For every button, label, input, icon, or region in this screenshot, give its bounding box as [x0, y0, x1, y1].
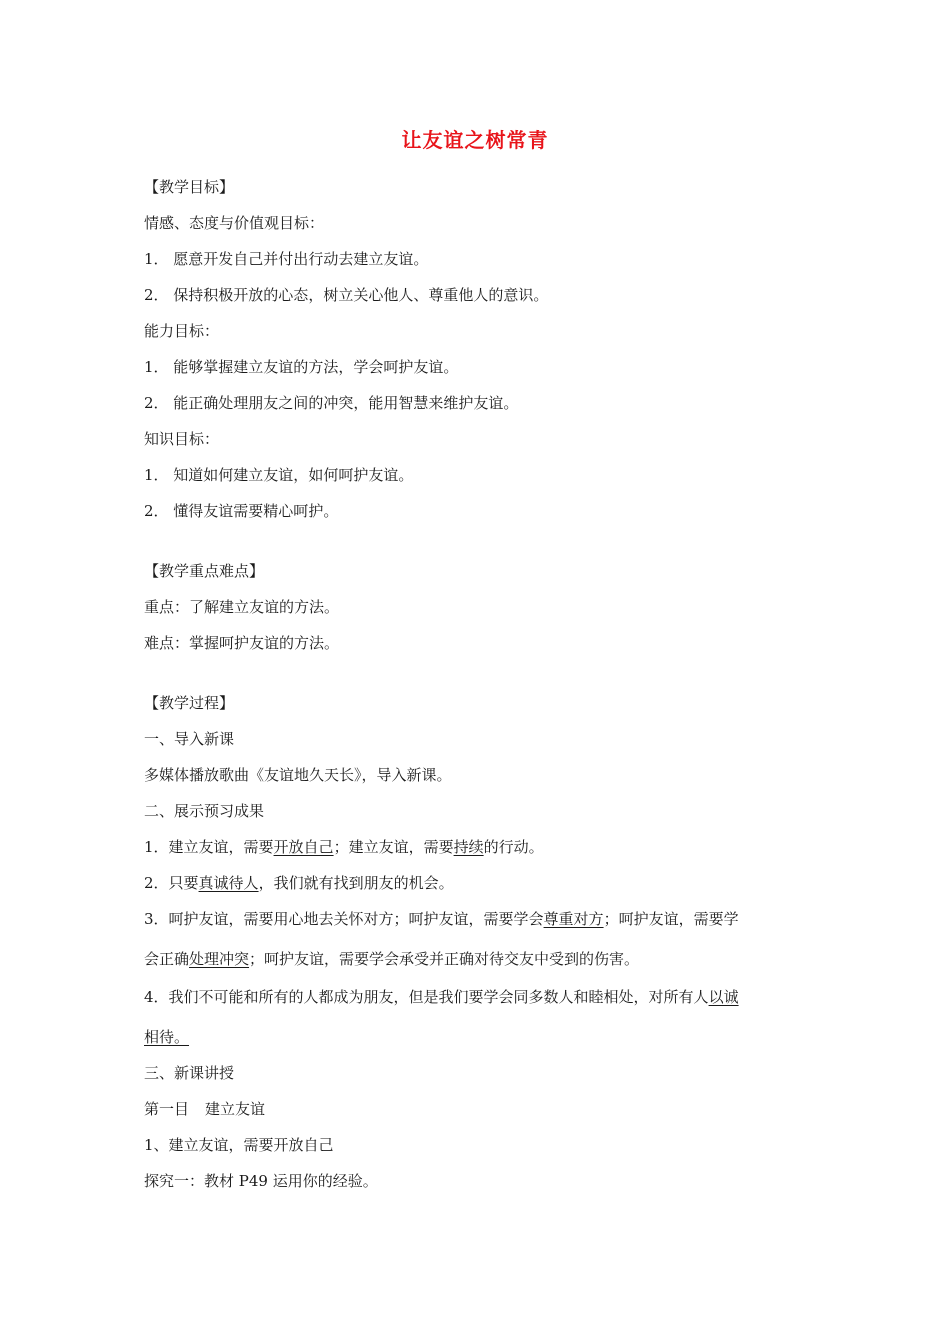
preview-text: 会正确 — [144, 950, 190, 968]
preview-text: ；呵护友谊，需要学 — [603, 910, 739, 928]
section-title — [144, 1098, 265, 1120]
preview-item-3-line-2 — [144, 948, 639, 970]
answer-blank: 处理冲突 — [189, 950, 250, 968]
preview-item-1 — [144, 836, 544, 858]
knowledge-item-1: 1． 知道如何建立友谊，如何呵护友谊。 — [144, 466, 414, 484]
preview-text: ，我们就有找到朋友的机会。 — [258, 874, 454, 892]
section-name: 建立友谊 — [205, 1100, 266, 1118]
answer-blank: 开放自己 — [273, 838, 334, 856]
objectives-heading: 【教学目标】 — [144, 178, 235, 196]
knowledge-item-2: 2． 懂得友谊需要精心呵护。 — [144, 502, 339, 520]
preview-text: 1．建立友谊，需要 — [144, 838, 274, 856]
preview-text: ；建立友谊，需要 — [333, 838, 454, 856]
explore-text: 探究一：教材 P49 运用你的经验。 — [144, 1172, 378, 1190]
preview-item-2 — [144, 872, 454, 894]
emotion-item-1: 1． 愿意开发自己并付出行动去建立友谊。 — [144, 250, 429, 268]
preview-text: 的行动。 — [483, 838, 544, 856]
lesson-title: 三、新课讲授 — [144, 1064, 235, 1082]
preview-text: ；呵护友谊，需要学会承受并正确对待交友中受到的伤害。 — [249, 950, 640, 968]
intro-text: 多媒体播放歌曲《友谊地久天长》，导入新课。 — [144, 766, 452, 784]
preview-item-4-line-2 — [144, 1026, 189, 1048]
ability-item-2: 2． 能正确处理朋友之间的冲突，能用智慧来维护友谊。 — [144, 394, 519, 412]
ability-item-1: 1． 能够掌握建立友谊的方法，学会呵护友谊。 — [144, 358, 459, 376]
answer-blank: 相待。 — [144, 1028, 190, 1046]
difficult-point: 难点：掌握呵护友谊的方法。 — [144, 634, 340, 652]
section-number: 第一目 — [144, 1100, 190, 1118]
preview-item-3-line-1 — [144, 908, 739, 930]
emotion-label: 情感、态度与价值观目标： — [144, 214, 325, 232]
preview-text: 3．呵护友谊，需要用心地去关怀对方；呵护友谊，需要学会 — [144, 910, 544, 928]
process-heading: 【教学过程】 — [144, 694, 235, 712]
key-point: 重点：了解建立友谊的方法。 — [144, 598, 340, 616]
preview-text: 4．我们不可能和所有的人都成为朋友，但是我们要学会同多数人和睦相处，对所有人 — [144, 988, 709, 1006]
knowledge-label: 知识目标： — [144, 430, 220, 448]
subsection-title: 1、建立友谊，需要开放自己 — [144, 1136, 334, 1154]
preview-text: 2．只要 — [144, 874, 199, 892]
intro-title: 一、导入新课 — [144, 730, 235, 748]
answer-blank: 以诚 — [708, 988, 739, 1006]
emotion-item-2: 2． 保持积极开放的心态，树立关心他人、尊重他人的意识。 — [144, 286, 549, 304]
preview-item-4-line-1 — [144, 986, 739, 1008]
ability-label: 能力目标： — [144, 322, 220, 340]
preview-title: 二、展示预习成果 — [144, 802, 265, 820]
answer-blank: 真诚待人 — [198, 874, 259, 892]
answer-blank: 尊重对方 — [543, 910, 604, 928]
document-title: 让友谊之树常青 — [401, 128, 549, 152]
keypoints-heading: 【教学重点难点】 — [144, 562, 265, 580]
answer-blank: 持续 — [453, 838, 484, 856]
